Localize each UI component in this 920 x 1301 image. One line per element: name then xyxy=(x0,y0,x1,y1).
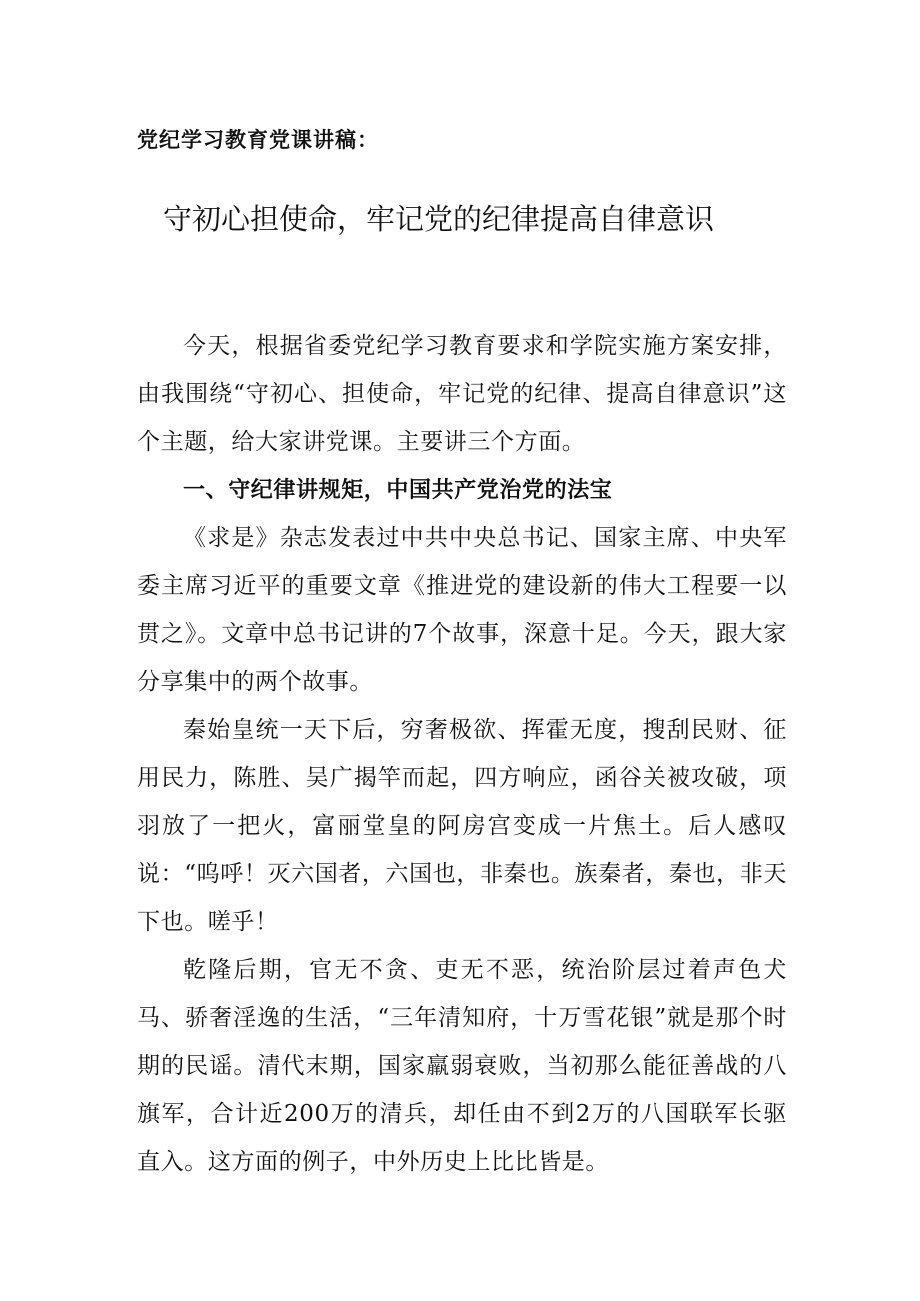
paragraph-qiushi: 《求是》杂志发表过中共中央总书记、国家主席、中央军委主席习近平的重要文章《推进党的建设新的伟大工程要一以贯之》。文章中总书记讲的7个故事，深意十足。今天，跟大家分享集中的两个故事。 xyxy=(137,525,787,695)
section-heading-1: 一、守纪律讲规矩，中国共产党治党的法宝 xyxy=(183,477,613,503)
paragraph-intro: 今天，根据省委党纪学习教育要求和学院实施方案安排，由我围绕“守初心、担使命，牢记党的纪律、提高自律意识”这个主题，给大家讲党课。主要讲三个方面。 xyxy=(137,333,787,455)
document-label: 党纪学习教育党课讲稿： xyxy=(137,127,379,152)
paragraph-qianlong: 乾隆后期，官无不贪、吏无不恶，统治阶层过着声色犬马、骄奢淫逸的生活，“三年清知府，十万雪花银”就是那个时期的民谣。清代末期，国家羸弱衰败，当初那么能征善战的八旗军，合计近200万的清兵，却任由不到2万的八国联军长驱直入。这方面的例子，中外历史上比比皆是。 xyxy=(137,957,787,1175)
paragraph-qin: 秦始皇统一天下后，穷奢极欲、挥霍无度，搜刮民财、征用民力，陈胜、吴广揭竿而起，四方响应，函谷关被攻破，项羽放了一把火，富丽堂皇的阿房宫变成一片焦土。后人感叹说：“呜呼！灭六国者，六国也，非秦也。族秦者，秦也，非天下也。嗟乎！ xyxy=(137,717,787,935)
document-title: 守初心担使命，牢记党的纪律提高自律意识 xyxy=(163,202,715,236)
document-body xyxy=(137,322,787,1186)
